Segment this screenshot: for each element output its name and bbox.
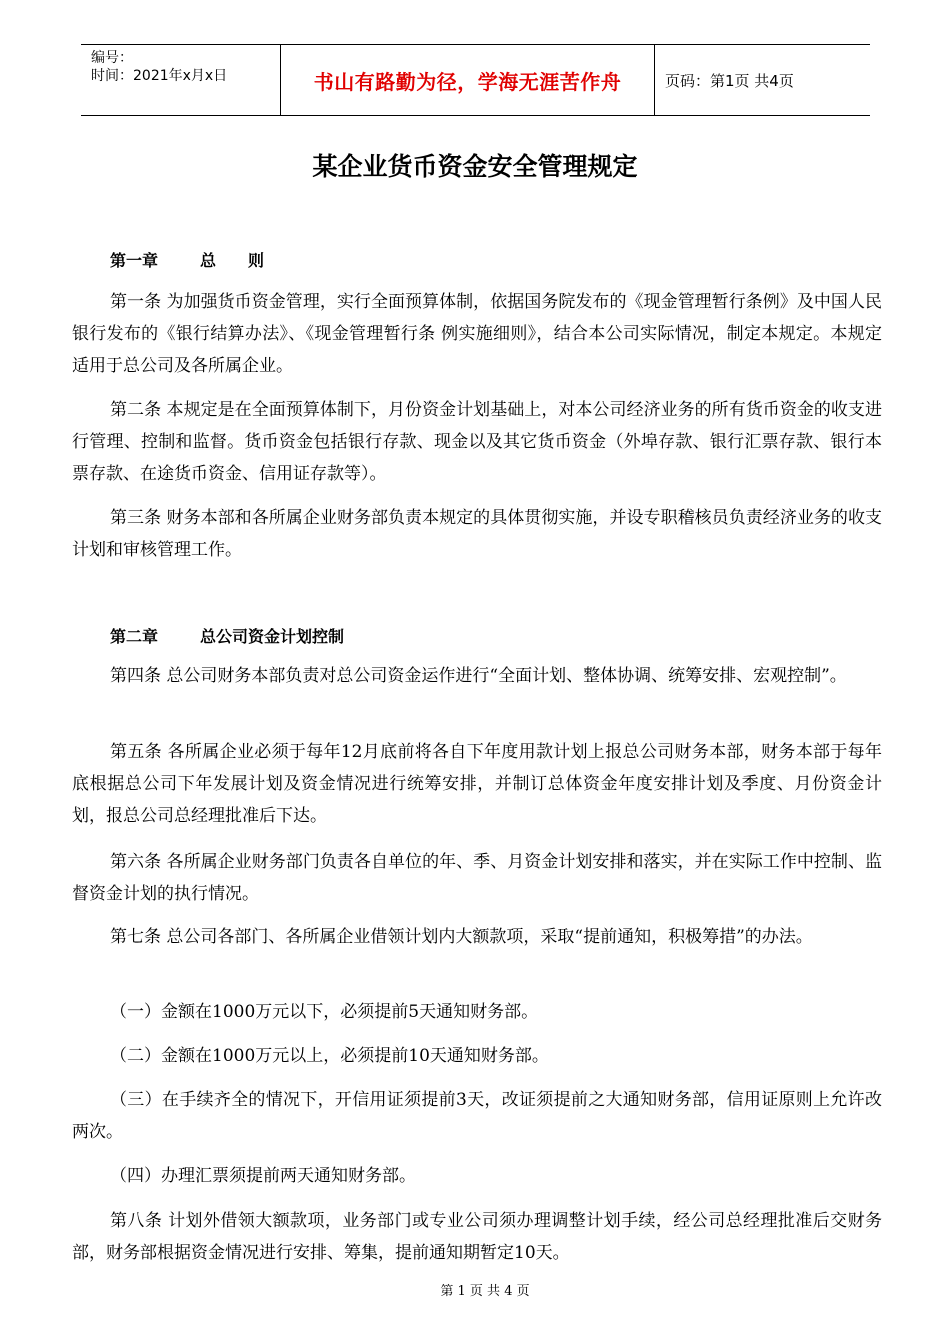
chapter-2-heading — [110, 624, 344, 647]
article-6: 第六条 各所属企业财务部门负责各自单位的年、季、月资金计划安排和落实，并在实际工作中控制、监督资金计划的执行情况。 — [72, 852, 882, 904]
article-7-item-2: （二）金额在1000万元以上，必须提前10天通知财务部。 — [110, 1046, 549, 1066]
number-label: 编号： — [91, 50, 133, 66]
header-meta-cell — [81, 45, 281, 115]
chapter-name: 总公司资金计划控制 — [200, 627, 345, 646]
article-7-item-1: （一）金额在1000万元以下，必须提前5天通知财务部。 — [110, 1002, 539, 1022]
document-header-table — [81, 44, 870, 116]
article-7-item-3: （三）在手续齐全的情况下，开信用证须提前3天，改证须提前之大通知财务部，信用证原则上允许改两次。 — [72, 1090, 882, 1142]
page-footer: 第 1 页 共 4 页 — [440, 1284, 530, 1299]
article-2: 第二条 本规定是在全面预算体制下，月份资金计划基础上，对本公司经济业务的所有货币资金的收支进行管理、控制和监督。货币资金包括银行存款、现金以及其它货币资金（外埠存款、银行汇票存款、银行本票存款、在途货币资金、信用证存款等）。 — [72, 400, 882, 484]
article-5: 第五条 各所属企业必须于每年12月底前将各自下年度用款计划上报总公司财务本部，财务本部于每年底根据总公司下年发展计划及资金情况进行统筹安排，并制订总体资金年度安排计划及季度、月份资金计划，报总公司总经理批准后下达。 — [72, 742, 882, 826]
article-1: 第一条 为加强货币资金管理，实行全面预算体制，依据国务院发布的《现金管理暂行条例》及中国人民银行发布的《银行结算办法》、《现金管理暂行条 例实施细则》，结合本公司实际情况，制定本规定。本规定适用于总公司及各所属企业。 — [72, 292, 882, 376]
motto-text: 书山有路勤为径，学海无涯苦作舟 — [313, 69, 622, 94]
header-motto-cell — [281, 45, 655, 115]
chapter-1-heading — [110, 248, 264, 271]
article-3: 第三条 财务本部和各所属企业财务部负责本规定的具体贯彻实施，并设专职稽核员负责经济业务的收支计划和审核管理工作。 — [72, 508, 882, 560]
page-info: 页码：第1页 共4页 — [665, 71, 794, 90]
chapter-number: 第一章 — [110, 251, 159, 270]
article-7: 第七条 总公司各部门、各所属企业借领计划内大额款项，采取“提前通知，积极筹措”的办法。 — [110, 927, 813, 947]
article-8: 第八条 计划外借领大额款项，业务部门或专业公司须办理调整计划手续，经公司总经理批准后交财务部，财务部根据资金情况进行安排、筹集，提前通知期暂定10天。 — [72, 1211, 882, 1263]
time-label: 时间：2021年x月x日 — [91, 68, 228, 84]
chapter-number: 第二章 — [110, 627, 159, 646]
article-4: 第四条 总公司财务本部负责对总公司资金运作进行“全面计划、整体协调、统筹安排、宏观控制”。 — [110, 666, 847, 686]
article-7-item-4: （四）办理汇票须提前两天通知财务部。 — [110, 1166, 416, 1186]
document-title: 某企业货币资金安全管理规定 — [312, 152, 638, 181]
chapter-name: 总 则 — [200, 251, 265, 270]
header-page-cell — [655, 45, 870, 115]
